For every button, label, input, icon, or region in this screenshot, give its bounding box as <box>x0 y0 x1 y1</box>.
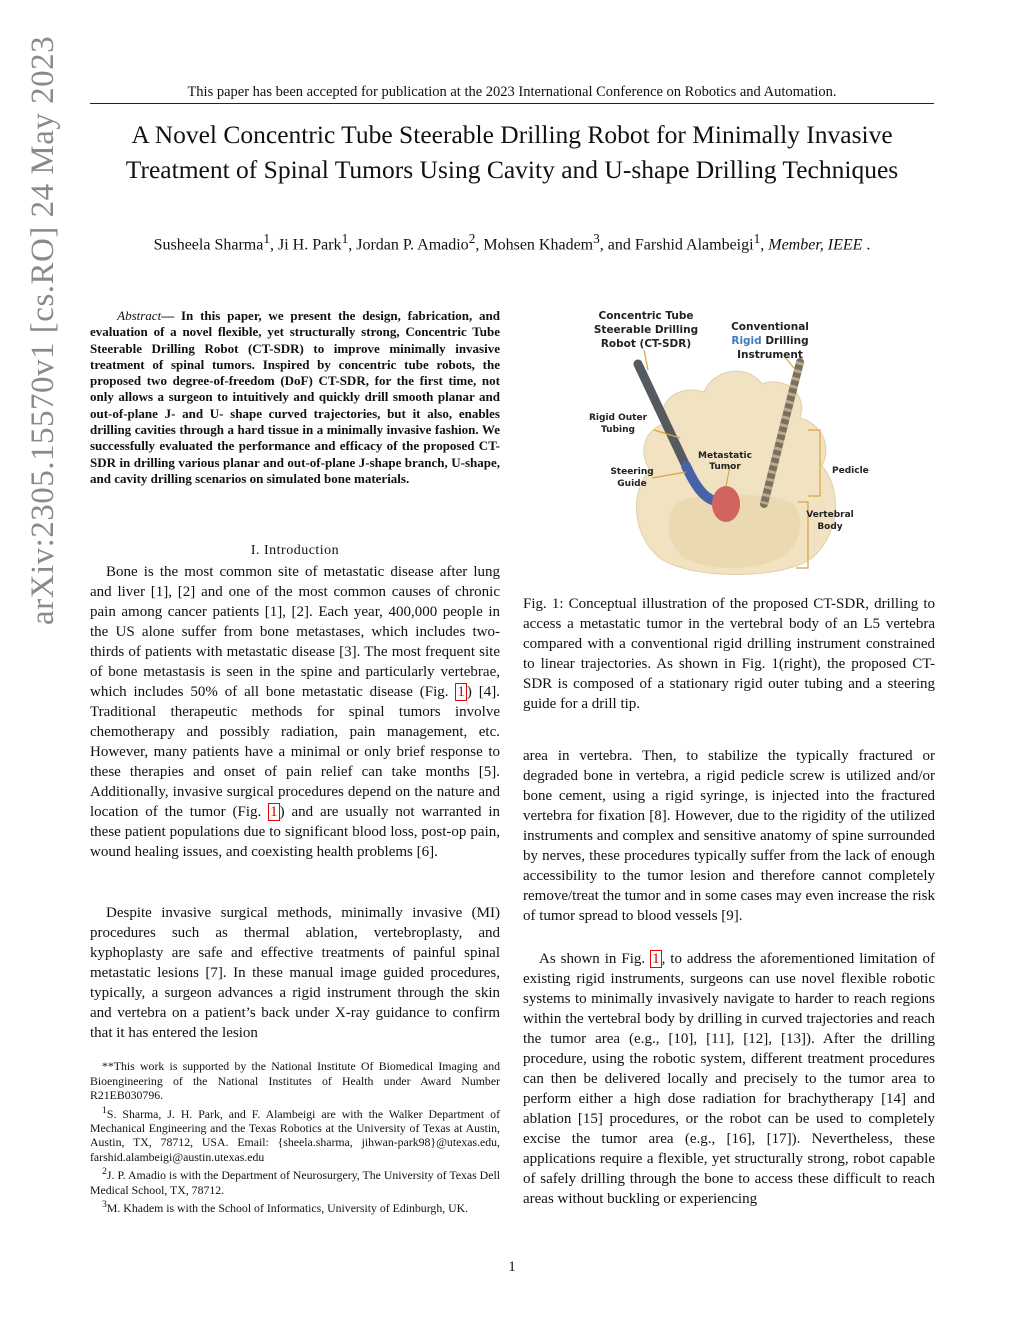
label-outer-1: Rigid Outer <box>588 413 648 423</box>
label-ctsdr-3: Robot (CT-SDR) <box>600 338 692 350</box>
label-conventional-2 <box>731 335 808 347</box>
label-tumor-2: Tumor <box>709 462 741 472</box>
fig-1-link[interactable]: 1 <box>652 951 660 967</box>
label-guide-2: Guide <box>617 479 647 489</box>
fig-1-link[interactable]: 1 <box>270 804 278 820</box>
author-3-affil: 2 <box>468 231 476 246</box>
author-5: , and Farshid Alambeigi <box>599 236 754 254</box>
figure-1-caption: Fig. 1: Conceptual illustration of the proposed CT-SDR, drilling to access a metastatic tumor in the vertebral body of an L5 vertebra compared with a conventional rigid drilling instrument constrained to linear trajectories. As shown in Fig. 1(right), the proposed CT-SDR is composed of a stationary rigid outer tubing and a steering guide for a drill tip. <box>523 596 935 712</box>
label-guide-1: Steering <box>610 467 654 477</box>
footnote-2 <box>90 1165 500 1197</box>
fig-1-link[interactable]: 1 <box>457 684 465 700</box>
author-end: . <box>862 236 871 254</box>
label-body-2: Body <box>817 522 843 532</box>
footnote-3-mark: 3 <box>102 1199 107 1211</box>
title-line-2: Treatment of Spinal Tumors Using Cavity and U-shape Drilling Techniques <box>125 155 899 184</box>
author-list <box>60 231 964 254</box>
arxiv-stamp <box>18 0 68 960</box>
label-body-1: Vertebral <box>806 510 854 520</box>
footnote-3-text: M. Khadem is with the School of Informatics, University of Edinburgh, UK. <box>106 1201 469 1216</box>
title-line-1: A Novel Concentric Tube Steerable Drilling Robot for Minimally Invasive <box>131 120 893 149</box>
right-p2-part-a: As shown in Fig. <box>539 951 651 967</box>
footnote-1-mark: 1 <box>102 1104 107 1116</box>
section-heading-introduction: I. Introduction <box>250 543 340 558</box>
footnote-3 <box>90 1198 500 1215</box>
footnote-1-text: S. Sharma, J. H. Park, and F. Alambeigi are with the Walker Department of Mechanical Engineering and the Texas Robotics at the University of Texas at Austin, Austin, TX, 78712, USA. Email: {sheela.sharma, jihwan-park98}@utexas.edu, farshid.alambeigi@austin.utexas.edu <box>90 1106 500 1164</box>
intro-p1-part-b: ) [4]. Traditional therapeutic methods for spinal tumors involve chemotherapy and possibly radiation, pain management, etc. However, many patients have a minimal or only brief response to these therapies and onset of pain relief can take months [5]. Additionally, invasive surgical procedures depend on the nature and location of the tumor (Fig. <box>90 684 500 820</box>
label-tumor-1: Metastatic <box>698 451 752 461</box>
label-conventional-1: Conventional <box>731 321 809 333</box>
author-5-affil: 1 <box>753 231 761 246</box>
footnote-funding: **This work is supported by the National Institute Of Biomedical Imaging and Bioengineering of the National Institutes of Health under Award Number R21EB030796. <box>90 1059 500 1102</box>
header-divider <box>90 103 934 104</box>
abstract <box>90 308 500 487</box>
author-suffix: , <box>760 236 769 254</box>
abstract-dash: — <box>161 308 181 323</box>
label-ctsdr-1: Concentric Tube <box>598 310 694 322</box>
footnote-1 <box>90 1104 500 1165</box>
label-conventional-3: Instrument <box>737 349 803 361</box>
intro-paragraph-2: Despite invasive surgical methods, minimally invasive (MI) procedures such as thermal ablation, vertebroplasty, and kyphoplasty are safe and effective treatments of painful spinal metastatic lesions [7]. In these manual image guided procedures, typically, a surgeon advances a rigid instrument through the skin and vertebra on a patient’s back under X-ray guidance to confirm that it has entered the lesion <box>90 905 500 1041</box>
author-3: , Jordan P. Amadio <box>348 236 469 254</box>
footnote-2-text: J. P. Amadio is with the Department of Neurosurgery, The University of Texas Dell Medical School, TX, 78712. <box>90 1168 500 1197</box>
author-2: , Ji H. Park <box>270 236 342 254</box>
right-p2-part-b: , to address the aforementioned limitation of existing rigid instruments, surgeons can use novel flexible robotic systems to minimally invasively navigate to harder to reach regions within the vertebral body by drilling in curved trajectories and reach the tumor area (e.g., [10], [11], [12], [13]). After the drilling procedure, using the robotic system, different treatment procedures can then be delivered locally and precisely to the tumor area to perform either a high dose radiation for brachytherapy [14] and ablation [15] procedures, or the robot can be used to completely excise the tumor area (e.g., [16], [17]). Nevertheless, these applications require a flexible, yet structurally strong, robot capable of safely drilling through the bone to access these difficult to reach areas without buckling or experiencing <box>523 951 935 1207</box>
author-4: , Mohsen Khadem <box>475 236 594 254</box>
label-pedicle: Pedicle <box>832 466 869 476</box>
right-paragraph-1: area in vertebra. Then, to stabilize the typically fractured or degraded bone in vertebra, a rigid pedicle screw is utilized and/or bone cement, using a rigid syringe, is injected into the fractured vertebra for fixation [8]. However, due to the rigidity of the utilized instruments and complex and sensitive anatomy of spine surrounded by nerves, these procedures typically suffer from the lack of enough accessibility to the tumor lesion and therefore cannot completely remove/treat the tumor and in some cases may even increase the risk of tumor spread to blood vessels [9]. <box>523 748 935 924</box>
intro-p1-part-c: ) and are usually not warranted in these patient populations due to significant blood loss, post-op pain, wound healing issues, and coexisting health problems [6]. <box>90 804 500 860</box>
page-number: 1 <box>508 1259 516 1275</box>
author-4-affil: 3 <box>593 231 600 246</box>
intro-p1-part-a: Bone is the most common site of metastatic disease after lung and liver [1], [2] and one of the most common causes of chronic pain among cancer patients [1], [2]. Each year, 400,000 people in the US alone suffer from bone metastases, which includes two-thirds of patients with metastatic disease [3]. The most frequent site of bone metastasis is seen in the spine and particularly vertebrae, which includes 50% of all bone metastatic disease (Fig. <box>90 564 500 700</box>
label-drilling-word: Drilling <box>761 335 809 347</box>
intro-paragraph-1 <box>90 562 500 862</box>
paper-title <box>60 117 964 187</box>
author-2-affil: 1 <box>341 231 349 246</box>
footnotes <box>90 1059 500 1217</box>
metastatic-tumor-shape <box>712 486 740 522</box>
right-paragraph-2 <box>523 949 935 1209</box>
publication-note: This paper has been accepted for publication at the 2023 International Conference on Robotics and Automation. <box>187 84 837 100</box>
author-1: Susheela Sharma <box>153 236 264 254</box>
figure-1-illustration <box>586 306 876 586</box>
abstract-text: In this paper, we present the design, fabrication, and evaluation of a novel flexible, yet structurally strong, Concentric Tube Steerable Drilling Robot (CT-SDR) to improve minimally invasive treatment of spinal tumors. Inspired by concentric tube robots, the proposed two degree-of-freedom (DoF) CT-SDR, for the first time, not only allows a surgeon to intuitively and quickly drill smooth planar and out-of-plane J- and U- shape curved trajectories, but it also, enables drilling cavities through a hard tissue in a minimally invasive fashion. We successfully evaluated the performance and efficacy of the proposed CT-SDR in drilling various planar and out-of-plane J-shape branch, U-shape, and cavity drilling scenarios on simulated bone materials. <box>90 308 501 486</box>
label-outer-2: Tubing <box>601 425 635 435</box>
abstract-label: Abstract <box>117 308 162 323</box>
author-1-affil: 1 <box>263 231 270 246</box>
label-rigid-word: Rigid <box>731 335 762 347</box>
arxiv-stamp-text: arXiv:2305.15570v1 [cs.RO] 24 May 2023 <box>24 35 61 625</box>
label-ctsdr-2: Steerable Drilling <box>593 324 699 336</box>
footnote-2-mark: 2 <box>102 1166 107 1178</box>
author-membership: Member, IEEE <box>768 236 863 254</box>
